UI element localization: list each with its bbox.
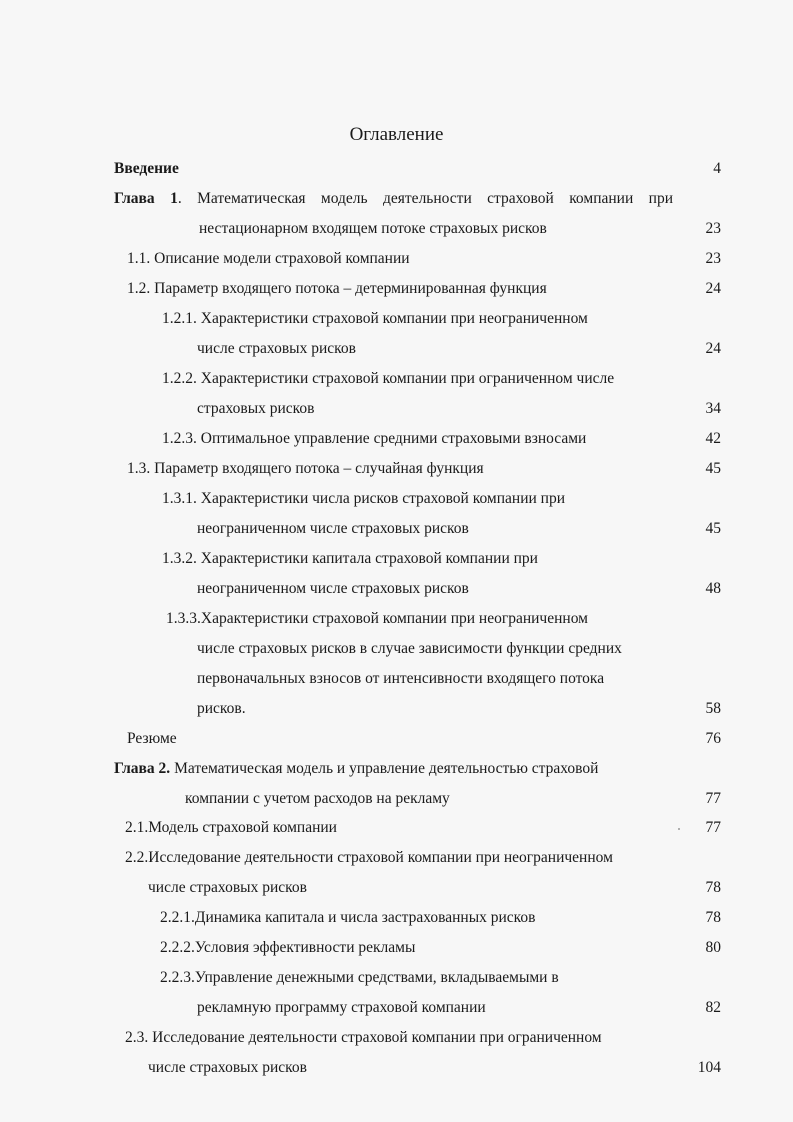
toc-entry-1-3: 1.3. Параметр входящего потока – случайная функция bbox=[127, 460, 484, 477]
toc-entry-1-2-3: 1.2.3. Оптимальное управление средними страховыми взносами bbox=[162, 430, 587, 447]
toc-entry-1-3-1: 1.3.1. Характеристики числа рисков страховой компании при bbox=[162, 490, 565, 507]
toc-entry-intro: Введение bbox=[114, 160, 179, 177]
toc-page-chapter-1: 23 bbox=[705, 220, 721, 237]
toc-entry-1-3-3: 1.3.3.Характеристики страховой компании при неограниченном bbox=[166, 610, 588, 627]
toc-entry-2-2-2: 2.2.2.Условия эффективности рекламы bbox=[160, 939, 416, 956]
toc-entry-summary: Резюме bbox=[127, 730, 177, 747]
toc-entry-2-3: 2.3. Исследование деятельности страховой компании при ограниченном bbox=[125, 1029, 602, 1046]
toc-entry-chapter-1 bbox=[114, 189, 673, 209]
toc-entry-2-2-3-line2: рекламную программу страховой компании bbox=[197, 999, 486, 1016]
toc-page-1-1: 23 bbox=[705, 250, 721, 267]
toc-page-2-2-1: 78 bbox=[705, 909, 721, 926]
toc-title: Оглавление bbox=[349, 124, 444, 145]
toc-entry-2-2-line2: числе страховых рисков bbox=[148, 879, 307, 896]
toc-entry-1-2-1: 1.2.1. Характеристики страховой компании при неограниченном bbox=[162, 310, 588, 327]
toc-entry-1-3-2: 1.3.2. Характеристики капитала страховой компании при bbox=[162, 550, 538, 567]
toc-entry-1-2: 1.2. Параметр входящего потока – детерминированная функция bbox=[127, 280, 547, 297]
toc-entry-2-2-3: 2.2.3.Управление денежными средствами, вкладываемыми в bbox=[160, 969, 559, 986]
toc-entry-1-3-3-line3: первоначальных взносов от интенсивности входящего потока bbox=[197, 670, 605, 687]
toc-page-intro: 4 bbox=[713, 160, 721, 177]
toc-entry-1-3-2-line2: неограниченном числе страховых рисков bbox=[197, 580, 469, 597]
toc-entry-1-2-2-line2: страховых рисков bbox=[197, 400, 315, 417]
toc-page-1-3-3: 58 bbox=[705, 700, 721, 717]
toc-page-1-3-2: 48 bbox=[705, 580, 721, 597]
toc-page-1-2: 24 bbox=[705, 280, 721, 297]
toc-entry-2-2-1: 2.2.1.Динамика капитала и числа застрахованных рисков bbox=[160, 909, 536, 926]
toc-page-2-1: 77 bbox=[705, 819, 721, 836]
toc-entry-1-2-1-line2: числе страховых рисков bbox=[197, 340, 356, 357]
toc-entry-2-3-line2: числе страховых рисков bbox=[148, 1059, 307, 1076]
toc-page-2-2-2: 80 bbox=[705, 939, 721, 956]
chapter-2-title-line1: Математическая модель и управление деятельностью страховой bbox=[170, 760, 599, 777]
toc-page-chapter-2: 77 bbox=[705, 790, 721, 807]
chapter-1-title-line1: . Математическая модель деятельности страховой компании при bbox=[177, 190, 673, 207]
toc-entry-1-3-3-line2: числе страховых рисков в случае зависимости функции средних bbox=[197, 640, 622, 657]
chapter-1-prefix: Глава 1 bbox=[114, 190, 178, 207]
toc-page-1-2-1: 24 bbox=[705, 340, 721, 357]
toc-entry-chapter-2 bbox=[114, 759, 598, 779]
toc-page-1-3-1: 45 bbox=[705, 520, 721, 537]
toc-page-2-2-3: 82 bbox=[705, 999, 721, 1016]
toc-entry-1-3-1-line2: неограниченном числе страховых рисков bbox=[197, 520, 469, 537]
toc-entry-1-2-2: 1.2.2. Характеристики страховой компании при ограниченном числе bbox=[162, 370, 615, 387]
chapter-2-title-line2: компании с учетом расходов на рекламу bbox=[185, 790, 450, 807]
scan-speck bbox=[678, 828, 680, 830]
toc-entry-2-2: 2.2.Исследование деятельности страховой компании при неограниченном bbox=[125, 849, 613, 866]
toc-page-2-2: 78 bbox=[705, 879, 721, 896]
toc-entry-1-3-3-line4: рисков. bbox=[197, 700, 246, 717]
toc-entry-1-1: 1.1. Описание модели страховой компании bbox=[127, 250, 410, 267]
toc-page-1-3: 45 bbox=[705, 460, 721, 477]
toc-page-summary: 76 bbox=[705, 730, 721, 747]
chapter-1-title-line2: нестационарном входящем потоке страховых рисков bbox=[199, 220, 547, 237]
toc-page-2-3: 104 bbox=[697, 1059, 721, 1076]
toc-page-1-2-2: 34 bbox=[705, 400, 721, 417]
chapter-2-prefix: Глава 2. bbox=[114, 760, 171, 777]
toc-page-1-2-3: 42 bbox=[705, 430, 721, 447]
toc-entry-2-1: 2.1.Модель страховой компании bbox=[125, 819, 337, 836]
